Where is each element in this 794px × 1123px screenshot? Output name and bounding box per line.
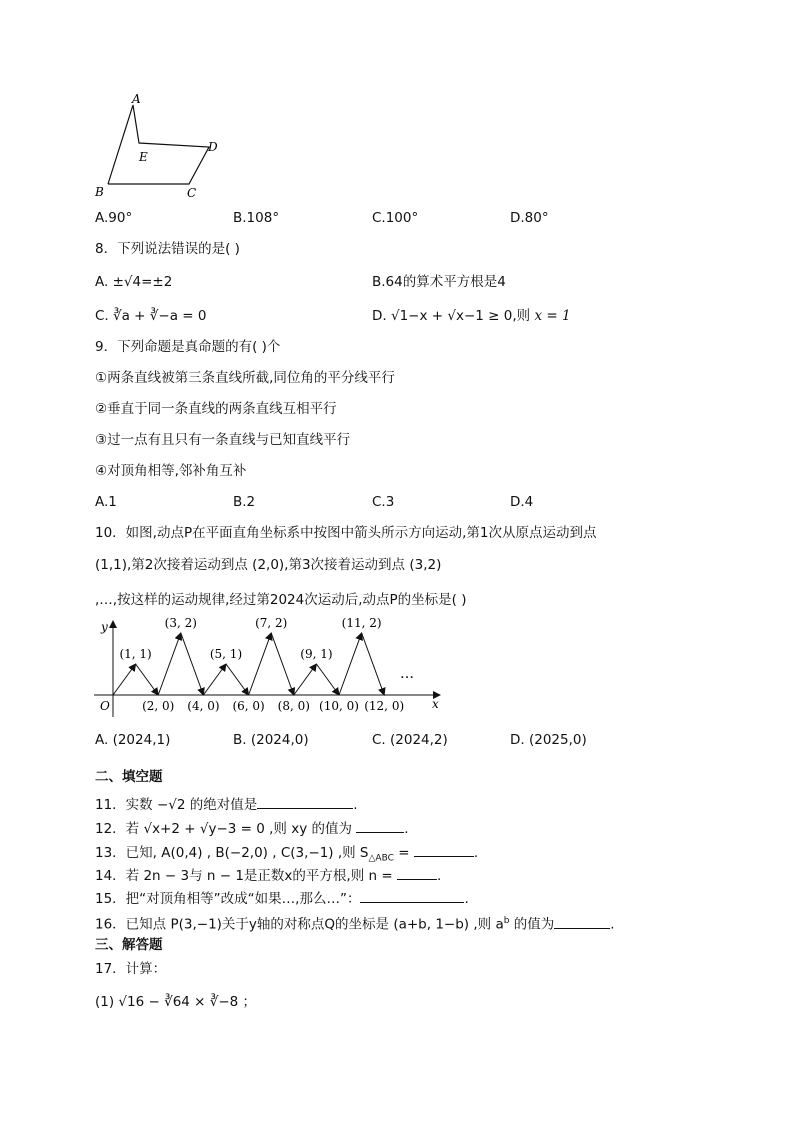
q7-label-c: C — [187, 186, 197, 200]
q10-path-segment — [271, 633, 294, 695]
q11-text: 11．实数 −√2 的绝对值是 — [95, 797, 258, 813]
q16-text-2: 的值为 — [509, 916, 555, 933]
q16-end: . — [610, 916, 615, 933]
q10-path-segment — [249, 633, 272, 695]
q14 — [95, 866, 441, 885]
q10-path-segment — [316, 664, 339, 695]
q16 — [95, 912, 615, 934]
q9-statement-3: ③过一点有且只有一条直线与已知直线平行 — [95, 432, 351, 448]
q8-option-a: A. ±√4=±2 — [95, 274, 173, 290]
q9-stem: 9．下列命题是真命题的有( )个 — [95, 339, 281, 355]
q7-label-b: B — [95, 185, 104, 199]
q10-top-point-label: (3, 2) — [164, 616, 197, 630]
q7-option-c: C.100° — [372, 210, 419, 226]
q8-stem: 8．下列说法错误的是( ) — [95, 241, 240, 257]
q7-option-a: A.90° — [95, 210, 133, 226]
q16-superscript: b — [503, 916, 510, 926]
q10-ellipsis: … — [400, 666, 414, 682]
q12-text: 12．若 √x+2 + √y−3 = 0 ,则 xy 的值为 — [95, 821, 352, 837]
q7-option-b: B.108° — [233, 210, 280, 226]
q12-answer-blank[interactable] — [356, 819, 404, 833]
q13-answer-blank[interactable] — [414, 843, 474, 857]
q11-answer-blank[interactable] — [257, 795, 353, 809]
q14-end: . — [436, 868, 442, 884]
q10-path-segment — [158, 633, 181, 695]
q10-path-segment — [362, 633, 385, 695]
q10-option-b: B. (2024,0) — [233, 732, 309, 748]
q10-path-segment — [181, 633, 204, 695]
q9-statement-4: ④对顶角相等,邻补角互补 — [95, 463, 247, 479]
q12 — [95, 819, 409, 838]
section-fill-in-heading: 二、填空题 — [95, 769, 163, 785]
q16-answer-blank[interactable] — [554, 915, 610, 929]
q7-figure-shape — [108, 105, 209, 184]
q14-text: 14．若 2n − 3与 n − 1是正数x的平方根,则 n = — [95, 868, 397, 884]
q10-graph — [92, 615, 452, 720]
q8-option-c: C. ∛a + ∛−a = 0 — [95, 308, 207, 324]
q13-equals: = — [393, 845, 414, 861]
q13-subscript: △ABC — [368, 853, 394, 864]
q7-label-e: E — [139, 150, 148, 164]
q7-label-a: A — [132, 92, 141, 106]
q17-part-1: (1) √16 − ∛64 × ∛−8 ； — [95, 994, 257, 1010]
q10-origin-label: O — [100, 699, 110, 713]
q15-answer-blank[interactable] — [360, 889, 464, 903]
q8-option-b: B.64的算术平方根是4 — [372, 274, 506, 290]
q10-line-2: (1,1),第2次接着运动到点 (2,0),第3次接着运动到点 (3,2) — [95, 557, 442, 573]
q7-option-d: D.80° — [510, 210, 549, 226]
q10-bottom-point-label: (12, 0) — [364, 699, 405, 713]
q11-end: . — [353, 797, 358, 813]
q9-option-d: D.4 — [510, 494, 534, 510]
q17-stem: 17．计算： — [95, 961, 167, 977]
q10-option-c: C. (2024,2) — [372, 732, 448, 748]
q12-end: . — [404, 821, 409, 837]
q10-bottom-point-label: (6, 0) — [232, 699, 265, 713]
q8-option-d — [372, 307, 571, 325]
q10-x-label: x — [432, 697, 439, 711]
q13-text: 13．已知, A(0,4) , B(−2,0) , C(3,−1) ,则 S — [95, 845, 369, 861]
q10-top-point-label: (1, 1) — [119, 647, 152, 661]
q15 — [95, 889, 469, 908]
q10-option-d: D. (2025,0) — [510, 732, 587, 748]
section-solve-heading: 三、解答题 — [95, 937, 163, 953]
q10-top-point-label: (11, 2) — [341, 616, 382, 630]
q10-top-point-label: (5, 1) — [209, 647, 243, 661]
q10-top-point-label: (9, 1) — [300, 647, 333, 661]
q10-line-1: 10．如图,动点P在平面直角坐标系中按图中箭头所示方向运动,第1次从原点运动到点 — [95, 525, 597, 541]
q9-option-a: A.1 — [95, 494, 117, 510]
q7-figure — [90, 90, 230, 202]
q9-option-b: B.2 — [233, 494, 256, 510]
q10-y-label: y — [101, 620, 108, 634]
q10-bottom-point-label: (4, 0) — [187, 699, 220, 713]
q10-path-segments — [113, 633, 384, 695]
q10-bottom-point-label: (10, 0) — [319, 699, 359, 713]
q7-label-d: D — [208, 140, 218, 154]
q10-path-segment — [203, 664, 226, 695]
q13 — [95, 843, 478, 868]
q10-path-segment — [113, 664, 136, 695]
q11 — [95, 795, 358, 814]
q10-path-segment — [294, 664, 317, 695]
q10-path-segment — [226, 664, 249, 695]
q9-statement-1: ①两条直线被第三条直线所截,同位角的平分线平行 — [95, 370, 395, 386]
q16-text: 16．已知点 P(3,−1)关于y轴的对称点Q的坐标是 (a+b, 1−b) ,则 a — [95, 916, 504, 933]
q8-option-d-text: D. √1−x + √x−1 ≥ 0,则 — [372, 308, 531, 324]
q10-point-labels — [119, 616, 404, 713]
q10-line-3: ,…,按这样的运动规律,经过第2024次运动后,动点P的坐标是( ) — [95, 592, 467, 608]
q9-statement-2: ②垂直于同一条直线的两条直线互相平行 — [95, 401, 337, 417]
q10-path-segment — [136, 664, 159, 695]
q10-option-a: A. (2024,1) — [95, 732, 171, 748]
q10-top-point-label: (7, 2) — [255, 616, 288, 630]
q15-end: . — [464, 891, 469, 907]
q10-bottom-point-label: (2, 0) — [142, 699, 175, 713]
q13-end: . — [473, 845, 479, 861]
q10-path-segment — [339, 633, 362, 695]
q14-answer-blank[interactable] — [397, 866, 437, 880]
q9-option-c: C.3 — [372, 494, 395, 510]
q15-text: 15．把“对顶角相等”改成“如果…,那么…”： — [95, 891, 361, 907]
q10-bottom-point-label: (8, 0) — [277, 699, 310, 713]
q8-option-d-result: x = 1 — [534, 308, 571, 324]
